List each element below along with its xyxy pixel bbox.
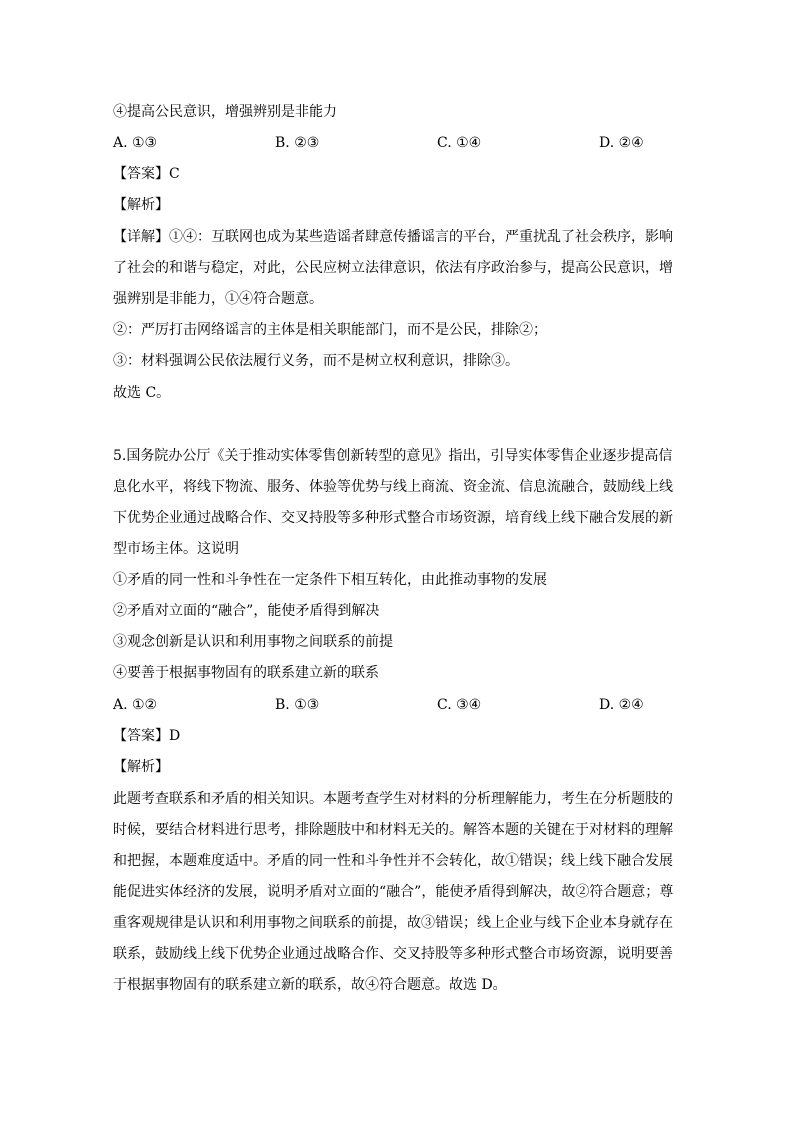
q5-option-2: ②矛盾对立面的“融合”，能使矛盾得到解决: [113, 603, 380, 619]
q5-analysis-line: 重客观规律是认识和利用事物之间联系的前提，故③错误；线上企业与线下企业本身就存在: [113, 915, 673, 931]
q5-option-3: ③观念创新是认识和利用事物之间联系的前提: [113, 634, 393, 650]
q5-stem-line: 息化水平，将线下物流、服务、体验等优势与线上商流、资金流、信息流融合，鼓励线上线: [113, 479, 673, 495]
q5-analysis-heading: 【解析】: [113, 759, 169, 775]
q4-choice-b: B. ②③: [275, 135, 320, 151]
q4-analysis-heading: 【解析】: [113, 197, 169, 213]
q5-choice-c: C. ③④: [437, 697, 482, 713]
q4-choice-d: D. ②④: [599, 135, 644, 151]
q5-analysis-line: 和把握，本题难度适中。矛盾的同一性和斗争性并不会转化，故①错误；线上线下融合发展: [113, 853, 673, 869]
q4-detail-line: 故选 C。: [113, 385, 171, 401]
q4-detail-line: 【详解】①④：互联网也成为某些造谣者肆意传播谣言的平台，严重扰乱了社会秩序，影响: [113, 229, 673, 245]
q4-detail-line: ②：严厉打击网络谣言的主体是相关职能部门，而不是公民，排除②；: [113, 322, 547, 338]
q5-analysis-line: 时候，要结合材料进行思考，排除题肢中和材料无关的。解答本题的关键在于对材料的理解: [113, 822, 673, 838]
q5-analysis-line: 联系，鼓励线上线下优势企业通过战略合作、交叉持股等多种形式整合市场资源，说明要善: [113, 946, 673, 962]
q4-detail-line: 强辨别是非能力，①④符合题意。: [113, 291, 323, 307]
q5-answer: 【答案】D: [113, 728, 181, 744]
q5-choice-d: D. ②④: [599, 697, 644, 713]
q4-choice-c: C. ①④: [437, 135, 482, 151]
q5-option-4: ④要善于根据事物固有的联系建立新的联系: [113, 665, 379, 681]
q4-option-4: ④提高公民意识，增强辨别是非能力: [113, 104, 337, 120]
q5-stem-line: 下优势企业通过战略合作、交叉持股等多种形式整合市场资源，培育线上线下融合发展的新: [113, 510, 673, 526]
q5-analysis-line: 此题考查联系和矛盾的相关知识。本题考查学生对材料的分析理解能力，考生在分析题肢的: [113, 791, 673, 807]
q5-analysis-line: 于根据事物固有的联系建立新的联系，故④符合题意。故选 D。: [113, 977, 507, 993]
q4-detail-line: ③：材料强调公民依法履行义务，而不是树立权利意识，排除③。: [113, 353, 519, 369]
q5-analysis-line: 能促进实体经济的发展，说明矛盾对立面的“融合”，能使矛盾得到解决，故②符合题意；尊: [113, 884, 674, 900]
q4-choice-a: A. ①③: [113, 135, 158, 151]
q5-stem-line: 5.国务院办公厅《关于推动实体零售创新转型的意见》指出，引导实体零售企业逐步提高信: [113, 448, 673, 464]
q4-answer: 【答案】C: [113, 166, 180, 182]
q5-choice-a: A. ①②: [113, 697, 158, 713]
q4-detail-line: 了社会的和谐与稳定，对此，公民应树立法律意识，依法有序政治参与，提高公民意识，增: [113, 260, 673, 276]
q5-option-1: ①矛盾的同一性和斗争性在一定条件下相互转化，由此推动事物的发展: [113, 572, 547, 588]
q5-stem-line: 型市场主体。这说明: [113, 541, 239, 557]
q5-choice-b: B. ①③: [275, 697, 320, 713]
